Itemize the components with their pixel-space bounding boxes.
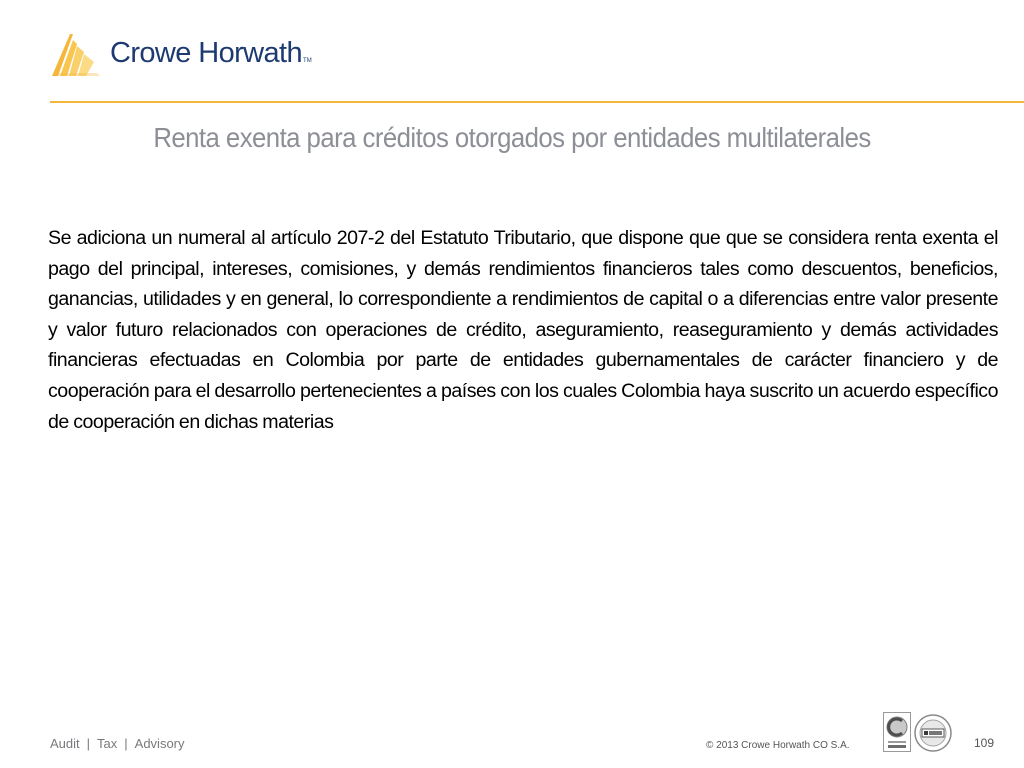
logo-trademark: TM [303,58,312,64]
footer-service-advisory: Advisory [134,736,185,751]
footer-service-audit: Audit [50,736,80,751]
page-number: 109 [974,736,995,750]
iqnet-certification-badge-icon [914,714,952,752]
footer-copyright: © 2013 Crowe Horwath CO S.A. [706,740,850,751]
footer-service-tax: Tax [97,736,118,751]
header-divider [50,101,1024,103]
crowe-horwath-logo-mark [50,32,102,78]
company-logo [50,32,330,80]
iso-certification-badge-icon [883,712,911,752]
logo-wordmark [110,36,312,78]
footer-services [50,736,185,751]
logo-brand-name: Crowe Horwath [110,37,303,69]
footer-separator: | [86,736,91,751]
slide-title: Renta exenta para créditos otorgados por entidades multilaterales [153,122,871,153]
slide-body-paragraph: Se adiciona un numeral al artículo 207-2 del Estatuto Tributario, que dispone que que se considera renta exenta el pago del principal, intereses, comisiones, y demás rendimientos financieros tales como descuentos, beneficios, ganancias, utilidades y en general, lo correspondiente a rendimientos de capital o a diferencias entre valor presente y valor futuro relacionados con operaciones de crédito, aseguramiento, reaseguramiento y demás actividades financieras efectuadas en Colombia por parte de entidades gubernamentales de carácter financiero y de cooperación para el desarrollo pertenecientes a países con los cuales Colombia haya suscrito un acuerdo específico de cooperación en dichas materias [48,227,998,433]
footer-separator: | [124,736,128,751]
